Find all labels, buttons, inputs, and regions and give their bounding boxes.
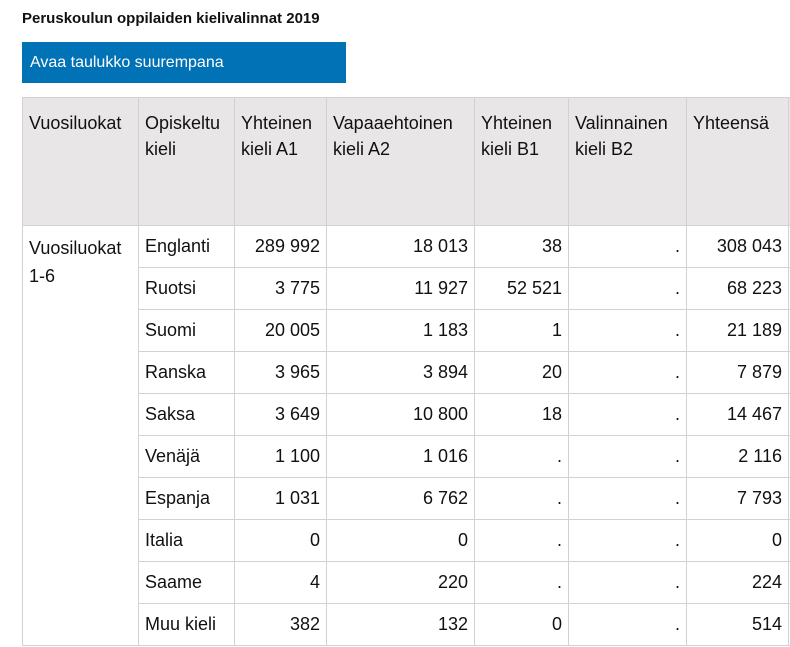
- header-text: kieli B2: [575, 139, 634, 159]
- cell-language: Saame: [139, 562, 235, 604]
- cell-language: Espanja: [139, 478, 235, 520]
- header-text: Opiskeltu: [145, 113, 221, 133]
- header-text: kieli: [145, 139, 177, 159]
- cell-common-a1: 4: [235, 562, 327, 604]
- header-text: Yhteensä: [693, 113, 770, 133]
- cell-common-b1: 52 521: [475, 268, 569, 310]
- header-text: kieli B1: [481, 139, 540, 159]
- cell-total: 0: [687, 520, 789, 562]
- cell-language: Muu kieli: [139, 604, 235, 646]
- cell-common-b1: .: [475, 562, 569, 604]
- cell-language: Venäjä: [139, 436, 235, 478]
- cell-optional-a2: 0: [327, 520, 475, 562]
- cell-common-b1: 1: [475, 310, 569, 352]
- cell-optional-a2: 11 927: [327, 268, 475, 310]
- grade-group-text: Vuosiluokat: [29, 238, 122, 258]
- cell-common-a1: 289 992: [235, 226, 327, 268]
- header-text: Yhteinen: [241, 113, 313, 133]
- table-row: [23, 604, 790, 646]
- cell-language: Englanti: [139, 226, 235, 268]
- table-row: [23, 520, 790, 562]
- cell-optional-a2: 3 894: [327, 352, 475, 394]
- grade-group-text: 1-6: [29, 266, 56, 286]
- cell-total: 21 189: [687, 310, 789, 352]
- cell-common-b1: 0: [475, 604, 569, 646]
- header-text: kieli A1: [241, 139, 299, 159]
- table-row: [23, 226, 790, 268]
- cell-language: Suomi: [139, 310, 235, 352]
- page-title: Peruskoulun oppilaiden kielivalinnat 2019: [22, 10, 320, 27]
- cell-total: 514: [687, 604, 789, 646]
- header-text: Yhteinen: [481, 113, 553, 133]
- header-common-a1: [235, 98, 327, 226]
- cell-optional-a2: 6 762: [327, 478, 475, 520]
- cell-elective-b2: .: [569, 478, 687, 520]
- header-grade-levels: [23, 98, 139, 226]
- cell-optional-a2: 220: [327, 562, 475, 604]
- cell-total: 224: [687, 562, 789, 604]
- cell-common-b1: 38: [475, 226, 569, 268]
- cell-common-a1: 382: [235, 604, 327, 646]
- grade-group-cell: [23, 226, 139, 646]
- cell-elective-b2: .: [569, 394, 687, 436]
- cell-total: 308 043: [687, 226, 789, 268]
- header-text: Vuosiluokat: [29, 113, 122, 133]
- cell-total: 2 116: [687, 436, 789, 478]
- header-row: [23, 98, 790, 226]
- table-row: [23, 268, 790, 310]
- header-language: [139, 98, 235, 226]
- cell-common-a1: 3 775: [235, 268, 327, 310]
- cell-total: 7 879: [687, 352, 789, 394]
- cell-language: Ruotsi: [139, 268, 235, 310]
- cell-elective-b2: .: [569, 436, 687, 478]
- header-optional-a2: [327, 98, 475, 226]
- cell-common-a1: 0: [235, 520, 327, 562]
- cell-common-b1: .: [475, 478, 569, 520]
- table-row: [23, 478, 790, 520]
- cell-common-b1: 20: [475, 352, 569, 394]
- cell-optional-a2: 18 013: [327, 226, 475, 268]
- header-total: [687, 98, 789, 226]
- header-elective-b2: [569, 98, 687, 226]
- cell-common-a1: 1 100: [235, 436, 327, 478]
- header-text: kieli A2: [333, 139, 391, 159]
- cell-language: Italia: [139, 520, 235, 562]
- cell-common-b1: 18: [475, 394, 569, 436]
- table-container[interactable]: [22, 97, 790, 647]
- cell-language: Saksa: [139, 394, 235, 436]
- header-text: Valinnainen: [575, 113, 668, 133]
- cell-elective-b2: .: [569, 562, 687, 604]
- cell-total: 7 793: [687, 478, 789, 520]
- cell-optional-a2: 1 183: [327, 310, 475, 352]
- header-common-b1: [475, 98, 569, 226]
- table-row: [23, 562, 790, 604]
- cell-common-a1: 3 965: [235, 352, 327, 394]
- cell-total: 68 223: [687, 268, 789, 310]
- table-row: [23, 352, 790, 394]
- cell-elective-b2: .: [569, 520, 687, 562]
- cell-elective-b2: .: [569, 310, 687, 352]
- cell-elective-b2: .: [569, 268, 687, 310]
- cell-language: Ranska: [139, 352, 235, 394]
- cell-common-b1: .: [475, 520, 569, 562]
- cell-total: 14 467: [687, 394, 789, 436]
- cell-optional-a2: 132: [327, 604, 475, 646]
- language-choices-table: [22, 97, 790, 646]
- cell-common-a1: 1 031: [235, 478, 327, 520]
- table-row: [23, 394, 790, 436]
- table-row: [23, 310, 790, 352]
- cell-optional-a2: 10 800: [327, 394, 475, 436]
- cell-elective-b2: .: [569, 352, 687, 394]
- header-text: Vapaaehtoinen: [333, 113, 453, 133]
- table-body: [23, 226, 790, 646]
- table-row: [23, 436, 790, 478]
- cell-common-b1: .: [475, 436, 569, 478]
- cell-common-a1: 20 005: [235, 310, 327, 352]
- cell-elective-b2: .: [569, 604, 687, 646]
- open-larger-table-button[interactable]: Avaa taulukko suurempana: [22, 42, 346, 83]
- cell-optional-a2: 1 016: [327, 436, 475, 478]
- cell-elective-b2: .: [569, 226, 687, 268]
- cell-common-a1: 3 649: [235, 394, 327, 436]
